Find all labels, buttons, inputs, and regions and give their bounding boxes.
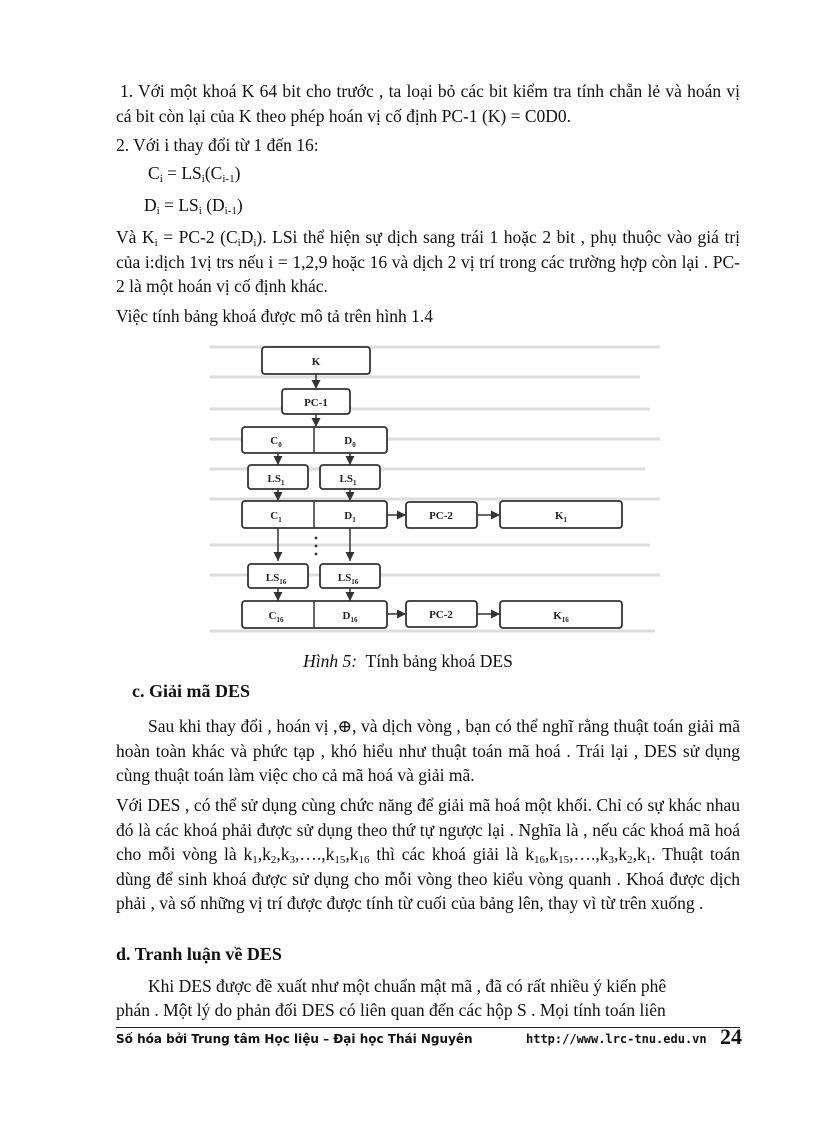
svg-text:D1: $D_1$ (344, 510, 356, 524)
section-d-heading: d. Tranh luận về DES (116, 944, 282, 964)
svg-text:LS16: $LS_{16}$ (265, 572, 287, 586)
box-ls1-left (248, 465, 308, 489)
section-c-heading: c. Giải mã DES (132, 681, 251, 701)
box-c1-d1 (242, 501, 387, 528)
box-ls16-right (320, 564, 380, 588)
box-ls1-right (320, 465, 380, 489)
formula-c: $C_i = LS_i(C_{i-1})$ (148, 163, 241, 185)
step-2-text: 2. Với i thay đổi từ 1 đến 16: (116, 135, 319, 155)
page-number: 24 (720, 1024, 742, 1049)
svg-text:C1: $C_1$ (270, 510, 282, 524)
svg-text:C16: $C_{16}$ (268, 610, 284, 624)
svg-text:PC-1: PC-1 (304, 397, 328, 409)
formula-d: $D_i = LS_i$ $(D_{i-1})$ (144, 195, 243, 217)
box-ls16-left (248, 564, 308, 588)
ki-paragraph: Và $K_i = PC-2$ $(C_iD_i)$. LSi thể hiện sự dịch sang trái 1 hoặc 2 bit , phụ thuộc vào giá trị của i:dịch 1vị trs nếu i = 1,2,9 hoặc 16 và dịch 2 vị trí trong các trường hợp còn lại . PC-2 là một hoán vị cố định khác. (116, 227, 741, 296)
section-c-paragraph-1: Sau khi thay đổi , hoán vị ,⊕, và dịch vòng , bạn có thể nghĩ rằng thuật toán giải mã hoàn toàn khác và phức tạp , khó hiểu như thuật toán mã hoá . Trái lại , DES sử dụng cùng thuật toán làm việc cho cả mã hoá và giải mã. (116, 716, 740, 785)
svg-text:D16: $D_{16}$ (342, 610, 358, 624)
section-d-line-1: Khi DES được đề xuất như một chuẩn mật mã , đã có rất nhiều ý kiến phê (148, 976, 667, 996)
svg-text:LS16: $LS_{16}$ (337, 572, 359, 586)
box-c0-d0 (242, 427, 387, 453)
section-d-line-2: phán . Một lý do phản đối DES có liên quan đến các hộp S . Mọi tính toán liên (116, 1000, 666, 1020)
footer-url[interactable]: http://www.lrc-tnu.edu.vn (526, 1032, 707, 1046)
svg-text:LS1: $LS_1$ (339, 473, 357, 487)
svg-text:K: K (311, 356, 321, 368)
footer-credit: Số hóa bởi Trung tâm Học liệu – Đại học Thái Nguyên (116, 1032, 473, 1046)
svg-text:C0: $C_0$ (270, 435, 282, 449)
key-schedule-diagram (190, 333, 670, 643)
figure-intro: Việc tính bảng khoá được mô tả trên hình 1.4 (116, 306, 434, 326)
section-c-paragraph-2: Với DES , có thể sử dụng cùng chức năng để giải mã hoá một khối. Chỉ có sự khác nhau đó là các khoá phải được sử dụng theo thứ tự ngược lại . Nghĩa là , nếu các khoá mã hoá cho mỗi vòng là $k_1,k_2,k_3,\dots.,k_{15},k_{16}$ thì các khoá giải là $k_{16},k_{15},\dots.,k_3,k_2,k_1$. Thuật toán dùng để sinh khoá được sử dụng cho mỗi vòng theo kiểu vòng quanh . Khoá được dịch phải , và số những vị trí được được tính từ cuối của bảng lên, thay vì từ trên xuống . (116, 795, 741, 913)
svg-text:PC-2: PC-2 (429, 609, 453, 621)
svg-text:D0: $D_0$ (344, 435, 356, 449)
box-pc2-16 (406, 601, 477, 627)
box-k1 (500, 501, 622, 528)
figure-caption: Hình 5: Tính bảng khoá DES (303, 651, 513, 671)
ellipsis-dots (315, 537, 318, 556)
box-pc1 (282, 389, 350, 414)
box-k (262, 347, 370, 374)
svg-text:LS1: $LS_1$ (267, 473, 285, 487)
page-footer (116, 1024, 742, 1052)
box-c16-d16 (242, 601, 387, 628)
box-pc2-1 (406, 502, 477, 528)
svg-text:K1: $K_1$ (554, 510, 568, 524)
svg-text:PC-2: PC-2 (429, 510, 453, 522)
step-1-text: 1. Với một khoá K 64 bit cho trước , ta loại bỏ các bit kiểm tra tính chẵn lẻ và hoán vị cá bit còn lại của K theo phép hoán vị cố định PC-1 (K) = C0D0. (116, 81, 740, 126)
svg-text:K16: $K_{16}$ (553, 610, 569, 624)
box-k16 (500, 601, 622, 628)
